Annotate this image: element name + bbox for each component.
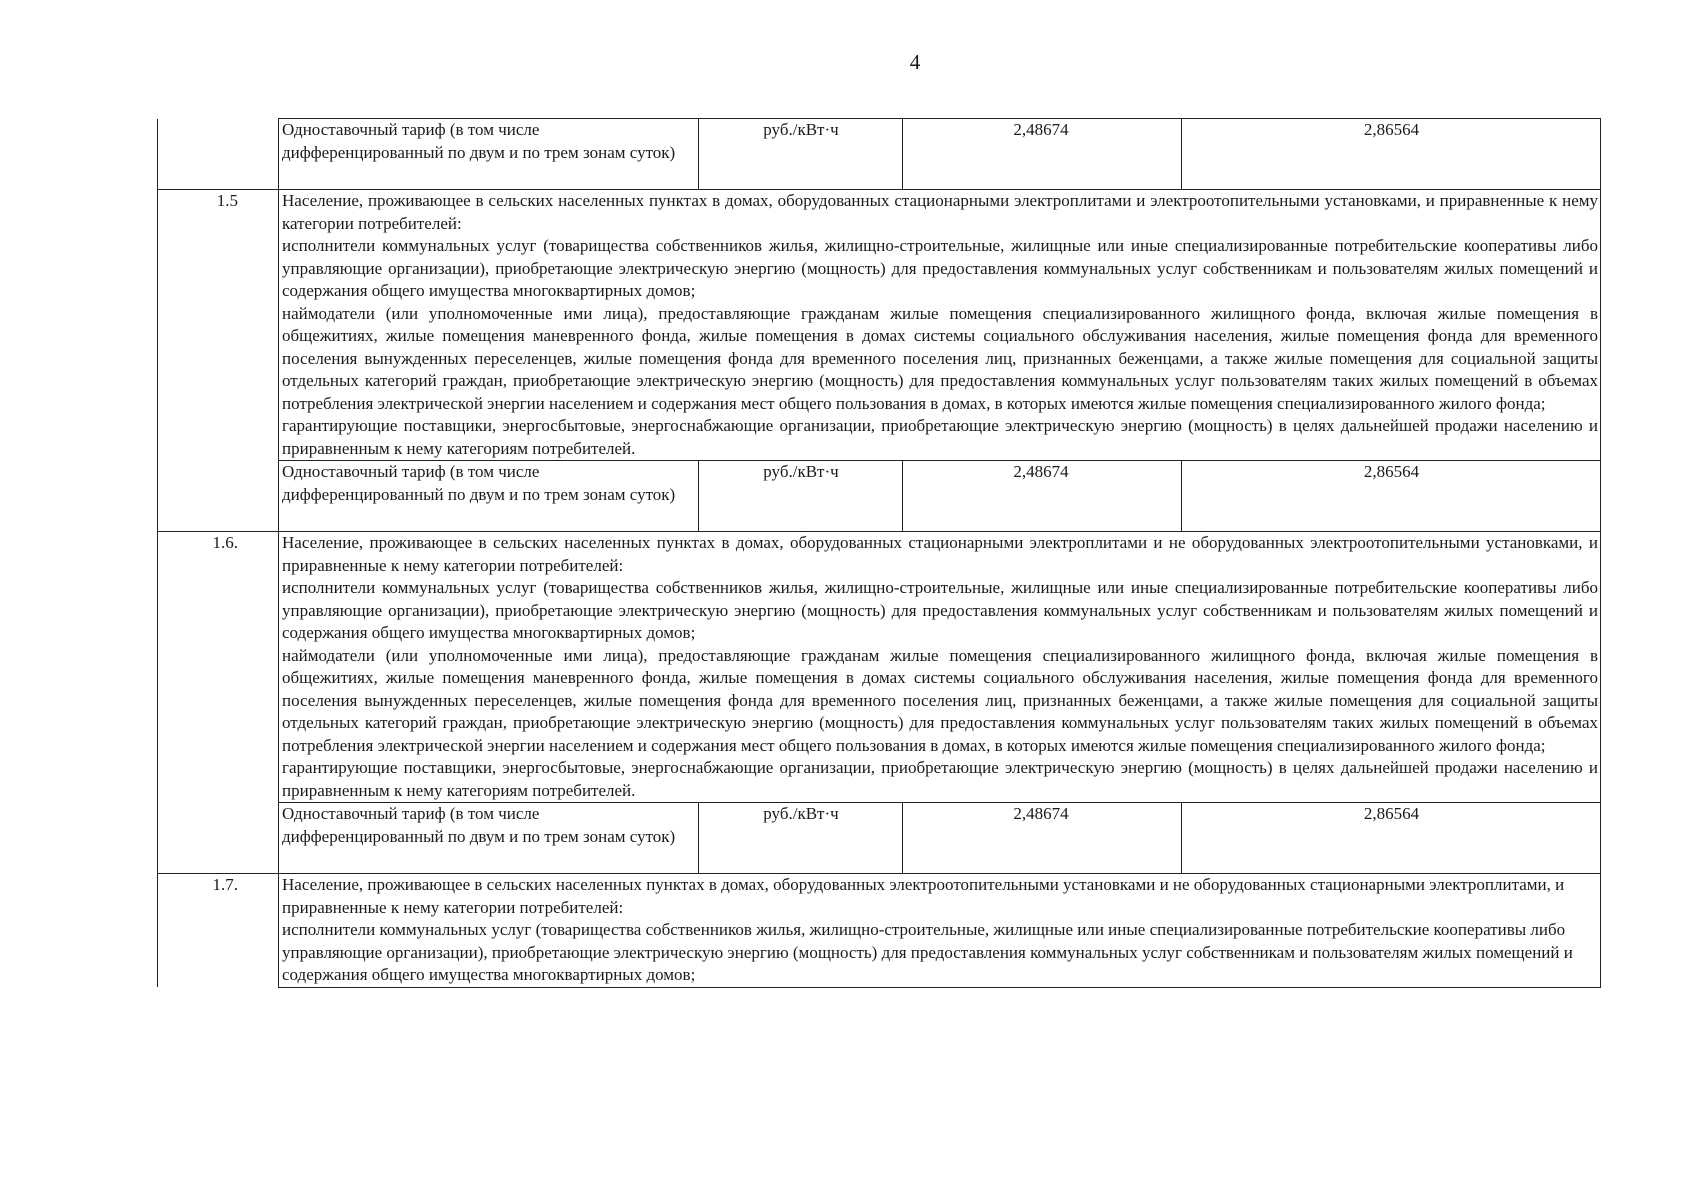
table-row [158, 803, 1601, 874]
row-number-cell: 1.6. [158, 532, 279, 874]
description-paragraph: Население, проживающее в сельских населенных пунктах в домах, оборудованных стационарными электроплитами и электроотопительными установками, и приравненные к нему категории потребителей: [282, 191, 1598, 233]
category-description-cell [279, 532, 1601, 803]
table-row [158, 874, 1601, 988]
description-paragraph: Население, проживающее в сельских населенных пунктах в домах, оборудованных электроотопительными установками и не оборудованных стационарными электроплитами, и приравненные к нему категории потребителей: [282, 875, 1565, 917]
tariff-name-cell: Одноставочный тариф (в том числе дифференцированный по двум и по трем зонам суток) [279, 119, 699, 190]
value-1-cell: 2,48674 [903, 461, 1182, 532]
unit-cell: руб./кВт·ч [699, 803, 903, 874]
unit-cell: руб./кВт·ч [699, 119, 903, 190]
description-paragraph: гарантирующие поставщики, энергосбытовые, энергоснабжающие организации, приобретающие электрическую энергию (мощность) в целях дальнейшей продажи населению и приравненным к нему категориям потребителей. [282, 758, 1598, 800]
page-number: 4 [909, 50, 921, 74]
description-paragraph: исполнители коммунальных услуг (товарищества собственников жилья, жилищно-строительные, жилищные или иные специализированные потребительские кооперативы либо управляющие организации), приобретающие электрическую энергию (мощность) для предоставления коммунальных услуг собственникам и пользователям жилых помещений и содержания общего имущества многоквартирных домов; [282, 578, 1598, 642]
description-paragraph: Население, проживающее в сельских населенных пунктах в домах, оборудованных стационарными электроплитами и не оборудованных электроотопительными установками, и приравненные к нему категории потребителей: [282, 533, 1598, 575]
table-row [158, 532, 1601, 803]
row-number-cell [158, 119, 279, 190]
tariff-table [157, 118, 1601, 988]
table-row [158, 461, 1601, 532]
tariff-name-cell: Одноставочный тариф (в том числе дифференцированный по двум и по трем зонам суток) [279, 803, 699, 874]
tariff-name-cell: Одноставочный тариф (в том числе дифференцированный по двум и по трем зонам суток) [279, 461, 699, 532]
description-paragraph: наймодатели (или уполномоченные ими лица), предоставляющие гражданам жилые помещения специализированного жилищного фонда, включая жилые помещения в общежитиях, жилые помещения маневренного фонда, жилые помещения в домах системы социального обслуживания населения, жилые помещения фонда для временного поселения вынужденных переселенцев, жилые помещения фонда для временного поселения лиц, признанных беженцами, а также жилые помещения для социальной защиты отдельных категорий граждан, приобретающие электрическую энергию (мощность) для предоставления коммунальных услуг пользователям таких жилых помещений в объемах потребления электрической энергии населением и содержания мест общего пользования в домах, в которых имеются жилые помещения специализированного жилого фонда; [282, 645, 1598, 755]
table-row [158, 119, 1601, 190]
category-description-cell [279, 190, 1601, 461]
description-paragraph: исполнители коммунальных услуг (товарищества собственников жилья, жилищно-строительные, жилищные или иные специализированные потребительские кооперативы либо управляющие организации), приобретающие электрическую энергию (мощность) для предоставления коммунальных услуг собственникам и пользователям жилых помещений и содержания общего имущества многоквартирных домов; [282, 236, 1598, 300]
description-paragraph: наймодатели (или уполномоченные ими лица), предоставляющие гражданам жилые помещения специализированного жилищного фонда, включая жилые помещения в общежитиях, жилые помещения маневренного фонда, жилые помещения в домах системы социального обслуживания населения, жилые помещения фонда для временного поселения вынужденных переселенцев, жилые помещения фонда для временного поселения лиц, признанных беженцами, а также жилые помещения для социальной защиты отдельных категорий граждан, приобретающие электрическую энергию (мощность) для предоставления коммунальных услуг пользователям таких жилых помещений в объемах потребления электрической энергии населением и содержания мест общего пользования в домах, в которых имеются жилые помещения специализированного жилого фонда; [282, 303, 1598, 413]
unit-cell: руб./кВт·ч [699, 461, 903, 532]
row-number-cell: 1.7. [158, 874, 279, 988]
category-description-cell [279, 874, 1601, 988]
value-2-cell: 2,86564 [1182, 119, 1601, 190]
value-1-cell: 2,48674 [903, 119, 1182, 190]
table-row [158, 190, 1601, 461]
value-1-cell: 2,48674 [903, 803, 1182, 874]
description-paragraph: гарантирующие поставщики, энергосбытовые, энергоснабжающие организации, приобретающие электрическую энергию (мощность) в целях дальнейшей продажи населению и приравненным к нему категориям потребителей. [282, 416, 1598, 458]
row-number-cell: 1.5 [158, 190, 279, 532]
value-2-cell: 2,86564 [1182, 803, 1601, 874]
value-2-cell: 2,86564 [1182, 461, 1601, 532]
description-paragraph: исполнители коммунальных услуг (товарищества собственников жилья, жилищно-строительные, жилищные или иные специализированные потребительские кооперативы либо управляющие организации), приобретающие электрическую энергию (мощность) для предоставления коммунальных услуг собственникам и пользователям жилых помещений и содержания общего имущества многоквартирных домов; [282, 920, 1573, 984]
